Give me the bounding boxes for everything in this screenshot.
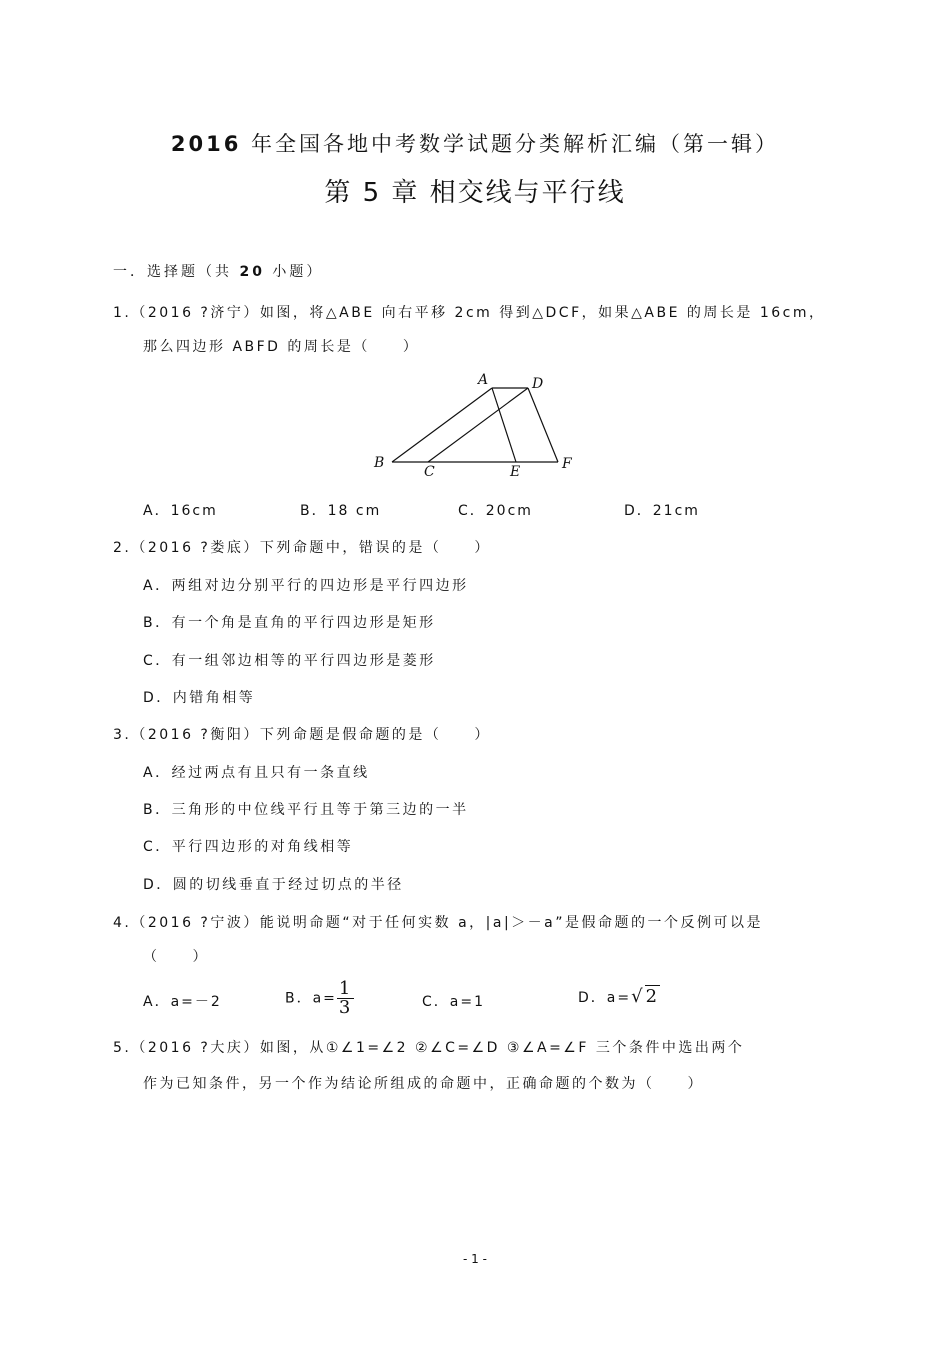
question-4-line2: （ ） xyxy=(143,949,209,965)
q4-option-d xyxy=(578,986,660,1007)
parallelogram-figure xyxy=(360,368,600,483)
label-C: C xyxy=(424,464,435,480)
question-3-line1: 3.（2016 ?衡阳）下列命题是假命题的是（ ） xyxy=(113,727,491,743)
q1-option-c: C．20cm xyxy=(458,503,533,519)
section-prefix: 一．选择题（共 xyxy=(113,264,232,280)
label-D: D xyxy=(532,376,544,392)
q2-option-c: C．有一组邻边相等的平行四边形是菱形 xyxy=(143,653,436,669)
question-5-line2: 作为已知条件，另一个作为结论所组成的命题中，正确命题的个数为（ ） xyxy=(143,1076,704,1092)
label-E: E xyxy=(510,464,521,480)
question-1-line1: 1.（2016 ?济宁）如图，将△ABE 向右平移 2cm 得到△DCF，如果△ABE 的周长是 16cm， xyxy=(113,305,826,321)
q4-option-a: A．a=－2 xyxy=(143,994,222,1010)
radical-sign: √ xyxy=(631,986,645,1007)
q1-option-d: D．21cm xyxy=(624,503,700,519)
q4-option-d-prefix: D．a= xyxy=(578,990,632,1006)
q2-option-b: B．有一个角是直角的平行四边形是矩形 xyxy=(143,615,436,631)
square-root xyxy=(631,985,660,1007)
label-A: A xyxy=(478,372,489,388)
segment-DF xyxy=(528,388,558,462)
fraction-denominator: 3 xyxy=(338,997,353,1018)
label-B: B xyxy=(374,455,385,471)
q3-option-b: B．三角形的中位线平行且等于第三边的一半 xyxy=(143,802,469,818)
q2-option-d: D．内错角相等 xyxy=(143,690,256,706)
fraction xyxy=(337,980,354,1017)
q4-option-b xyxy=(285,980,354,1017)
document-title xyxy=(0,128,950,158)
question-2-line1: 2.（2016 ?娄底）下列命题中，错误的是（ ） xyxy=(113,540,491,556)
q2-option-a: A．两组对边分别平行的四边形是平行四边形 xyxy=(143,578,469,594)
chapter-title: 第 5 章 相交线与平行线 xyxy=(324,178,626,208)
q1-option-b: B．18 cm xyxy=(300,503,382,519)
question-1-line2: 那么四边形 ABFD 的周长是（ ） xyxy=(143,339,420,355)
q1-option-a: A．16cm xyxy=(143,503,218,519)
page-number: - 1 - xyxy=(463,1252,487,1266)
section-heading xyxy=(113,261,323,281)
q4-option-b-prefix: B．a= xyxy=(285,990,337,1007)
title-text: 年全国各地中考数学试题分类解析汇编（第一辑） xyxy=(241,132,780,156)
radicand: 2 xyxy=(645,986,660,1007)
q4-option-c: C．a=1 xyxy=(422,994,485,1010)
title-year: 2016 xyxy=(170,132,242,156)
question-4-line1: 4.（2016 ?宁波）能说明命题“对于任何实数 a，|a|＞－a”是假命题的一个反例可以是 xyxy=(113,915,763,931)
fraction-numerator: 1 xyxy=(338,978,353,999)
label-F: F xyxy=(562,456,572,472)
section-suffix: 小题） xyxy=(272,264,324,280)
q3-option-a: A．经过两点有且只有一条直线 xyxy=(143,765,370,781)
q3-option-d: D．圆的切线垂直于经过切点的半径 xyxy=(143,877,404,893)
q3-option-c: C．平行四边形的对角线相等 xyxy=(143,839,354,855)
question-5-line1: 5.（2016 ?大庆）如图，从①∠1=∠2 ②∠C=∠D ③∠A=∠F 三个条件中选出两个 xyxy=(113,1040,745,1056)
section-count: 20 xyxy=(239,264,265,280)
